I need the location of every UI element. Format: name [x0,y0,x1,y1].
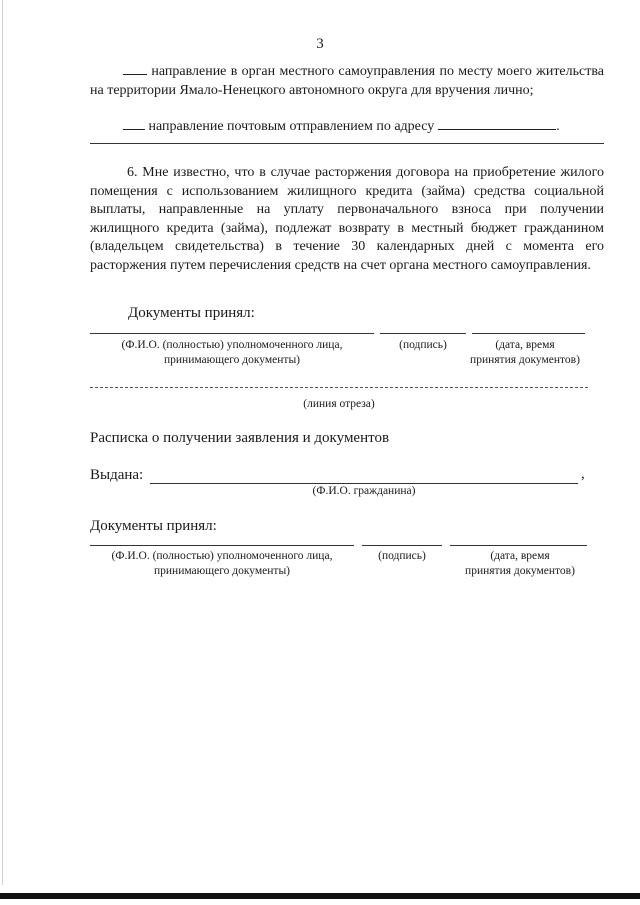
citizen-line-comma: , [581,466,585,482]
address-line [90,143,604,144]
option-local-government [90,62,604,100]
option-checkbox-blank [123,62,147,75]
date-caption-2: (дата, время принятия документов) [465,550,575,577]
date-caption-1: (дата, время принятия документов) [470,339,580,366]
fio-line-2 [90,545,354,546]
scan-edge-line [2,0,3,885]
citizen-name-caption: (Ф.И.О. гражданина) [312,485,416,497]
option-local-government-text: направление в орган местного самоуправления по месту моего жительства на территории Ямало-Ненецкого автономного округа для вручения лично; [90,64,604,98]
receipt-title: Расписка о получении заявления и документов [90,430,390,446]
signature-line-2 [362,545,442,546]
option-checkbox-blank [123,117,145,130]
fio-caption-2: (Ф.И.О. (полностью) уполномоченного лица, принимающего документы) [111,550,333,577]
signature-caption-1: (подпись) [399,339,447,351]
fio-line-1 [90,333,374,334]
issued-to-label: Выдана: [90,467,144,483]
page-number: 3 [316,36,324,52]
option-postal [90,117,604,137]
cut-line [90,387,588,388]
signature-line-1 [380,333,466,334]
signature-caption-2: (подпись) [378,550,426,562]
clause-6: 6. Мне известно, что в случае расторжения договора на приобретение жилого помещения с использованием жилищного кредита (займа) средства социальной выплаты, направленные на уплату первоначального взноса при получении жилищного кредита (займа), подлежат возврату в местный бюджет гражданином (владельцем свидетельства) в течение 30 календарных дней с момента его расторжения путем перечисления средств на счет органа местного самоуправления. [90,165,604,273]
option-postal-text: направление почтовым отправлением по адресу [148,119,435,134]
option-postal-suffix: . [556,119,560,134]
date-line-2 [450,545,587,546]
address-blank [438,117,556,130]
documents-accepted-label-2: Документы принял: [90,518,217,534]
cut-line-caption: (линия отреза) [303,398,375,410]
scan-bottom-edge [0,893,640,899]
documents-accepted-label-1: Документы принял: [128,305,255,321]
date-line-1 [472,333,585,334]
fio-caption-1: (Ф.И.О. (полностью) уполномоченного лица, принимающего документы) [121,339,343,366]
